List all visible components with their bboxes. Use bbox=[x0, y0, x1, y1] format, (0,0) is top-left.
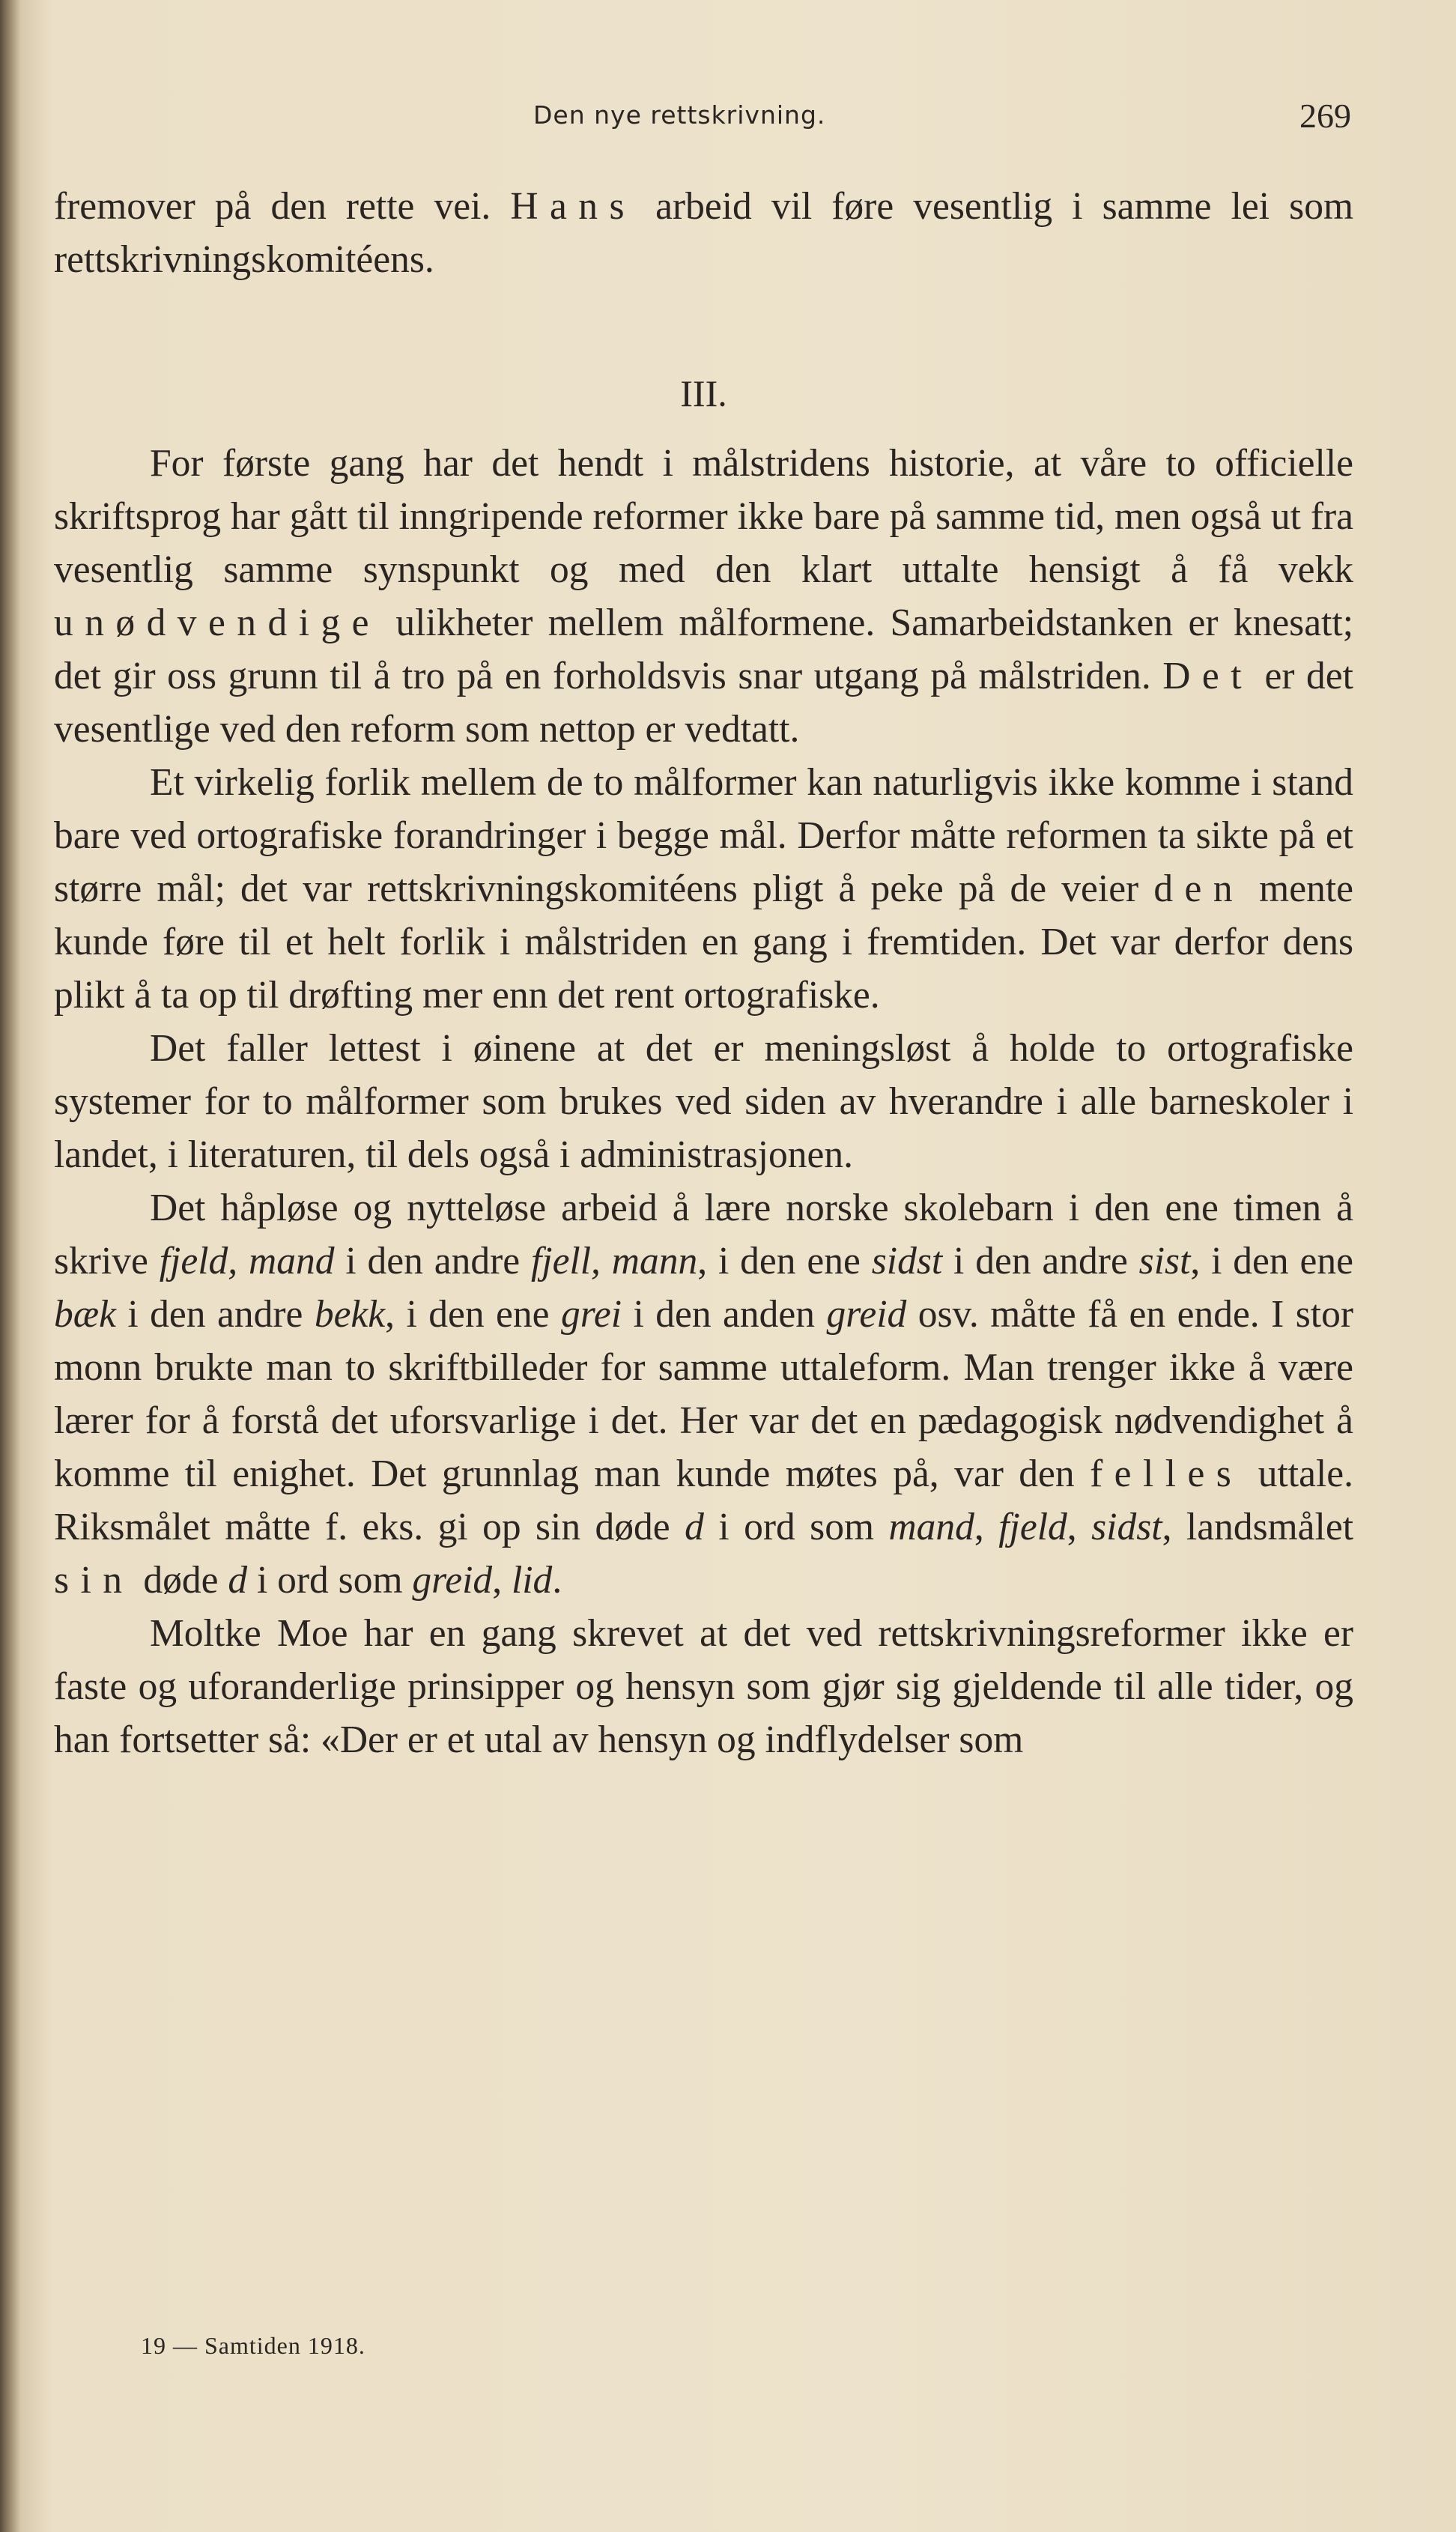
section-heading: III. bbox=[680, 372, 727, 414]
paragraph-3: Et virkelig forlik mellem de to målformer kan naturligvis ikke komme i stand bare ved ortografiske forandringer i begge mål. Derfor måtte reformen ta sikte på et større mål; det var rettskrivningskomitéens pligt å peke på de veier den mente kunde føre til et helt forlik i målstriden en gang i fremtiden. Det var derfor dens plikt å ta op til drøfting mer enn det rent ortografiske. bbox=[54, 761, 1353, 1017]
running-title: Den nye rettskrivning. bbox=[533, 100, 826, 130]
body-text bbox=[54, 180, 1353, 1766]
paragraph-2: For første gang har det hendt i målstridens historie, at våre to officielle skriftsprog har gått til inngripende reformer ikke bare på samme tid, men også ut fra vesentlig samme synspunkt og med den klart uttalte hensigt å få vekk unødvendige ulikheter mellem målformene. Samarbeidstanken er knesatt; det gir oss grunn til å tro på en forholdsvis snar utgang på målstriden. Det er det vesentlige ved den reform som nettop er vedtatt. bbox=[54, 442, 1353, 751]
paragraph-4: Det faller lettest i øinene at det er meningsløst å holde to ortografiske systemer for to målformer som brukes ved siden av hverandre i alle barneskoler i landet, i literaturen, til dels også i administrasjonen. bbox=[54, 1027, 1353, 1176]
paragraph-1: fremover på den rette vei. Hans arbeid vil føre vesentlig i samme lei som rettskrivningskomitéens. bbox=[54, 185, 1353, 281]
signature-footer: 19 — Samtiden 1918. bbox=[141, 2332, 365, 2359]
paragraph-5: Det håpløse og nytteløse arbeid å lære norske skolebarn i den ene timen å skrive fjeld, mand i den andre fjell, mann, i den ene sidst i den andre sist, i den ene bæk i den andre bekk, i den ene grei i den anden greid osv. måtte få en ende. I stor monn brukte man to skriftbilleder for samme uttaleform. Man trenger ikke å være lærer for å forstå det uforsvarlige i det. Her var det en pædagogisk nødvendighet å komme til enighet. Det grunnlag man kunde møtes på, var den felles uttale. Riksmålet måtte f. eks. gi op sin døde d i ord som mand, fjeld, sidst, landsmålet sin døde d i ord som greid, lid. bbox=[54, 1187, 1353, 1602]
page-header bbox=[0, 96, 1456, 141]
paragraph-6: Moltke Moe har en gang skrevet at det ved rettskrivningsreformer ikke er faste og uforanderlige prinsipper og hensyn som gjør sig gjeldende til alle tider, og han fortsetter så: «Der er et utal av hensyn og indflydelser som bbox=[54, 1612, 1353, 1761]
page-number: 269 bbox=[1299, 97, 1351, 135]
